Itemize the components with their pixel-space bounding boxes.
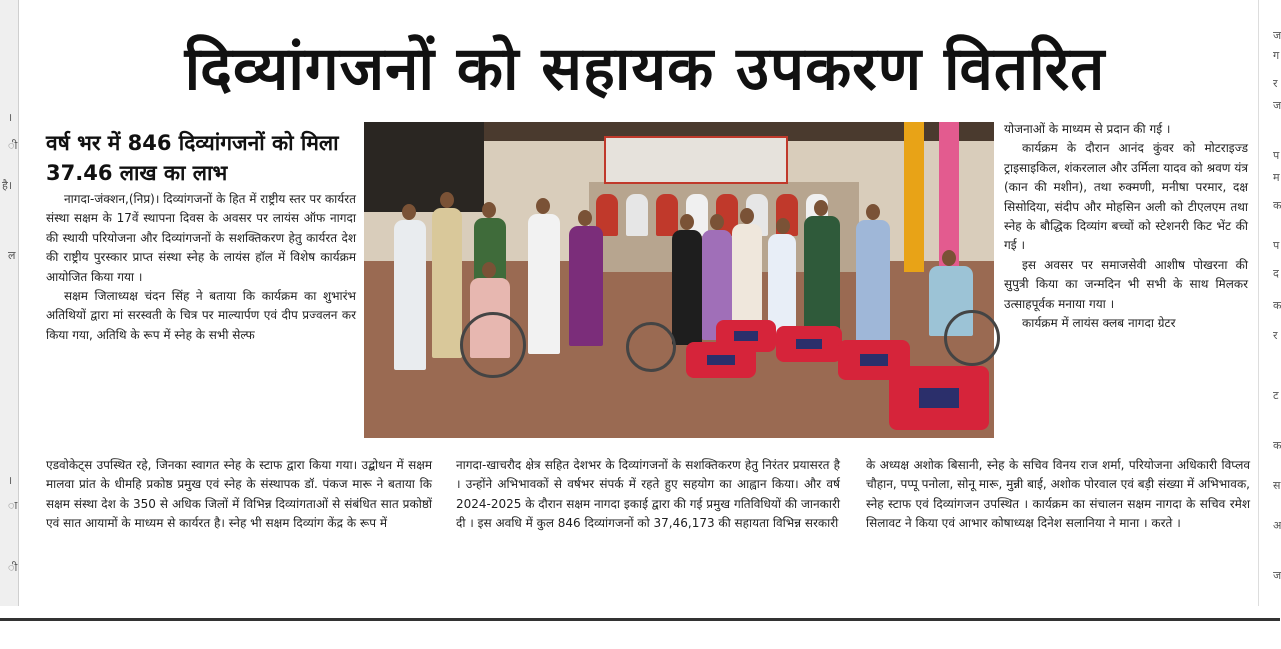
edge-fragment: क — [1273, 299, 1281, 312]
edge-fragment: है। — [2, 179, 13, 192]
edge-fragment: र — [1273, 329, 1278, 342]
paragraph-attendees: के अध्यक्ष अशोक बिसानी, स्नेह के सचिव विनय राज शर्मा, परियोजना अधिकारी विप्लव चौहान, पप्पू पनोला, सोनू मारू, मुन्नी बाई, अशोक पोरवाल एवं बड़ी संख्या में अभिभावक, स्नेह स्टाफ एवं दिव्यांगजन उपस्थित । कार्यक्रम का संचालन सक्षम नागदा के सचिव रमेश सिलावट ने किया एवं आभार कोषाध्यक्ष दिनेश सलानिया ने माना । करते । — [866, 458, 1250, 531]
edge-fragment: स — [1273, 479, 1281, 492]
photo-head — [866, 204, 880, 220]
photo-head — [814, 200, 828, 216]
edge-fragment: क — [1273, 439, 1281, 452]
edge-fragment: म — [1273, 171, 1280, 184]
article-column-4 — [866, 456, 1250, 596]
edge-fragment: र — [1273, 77, 1278, 90]
page-bottom-rule — [0, 618, 1280, 621]
photo-head — [710, 214, 724, 230]
article-column-1-lower — [46, 456, 432, 596]
photo-head — [680, 214, 694, 230]
photo-person — [394, 220, 426, 370]
photo-kit-bag — [889, 366, 989, 430]
photo-person — [432, 208, 462, 358]
subheadline: वर्ष भर में 846 दिव्यांगजनों को मिला 37.46 लाख का लाभ — [46, 131, 339, 185]
photo-head — [402, 204, 416, 220]
adjacent-article-right-edge — [1258, 0, 1281, 606]
edge-fragment: ा — [8, 499, 18, 512]
photo-head — [578, 210, 592, 226]
headline: दिव्यांगजनों को सहायक उपकरण वितरित — [184, 34, 1106, 104]
photo-person — [569, 226, 603, 346]
paragraph-inauguration: सक्षम जिलाध्यक्ष चंदन सिंह ने बताया कि कार्यक्रम का शुभारंभ अतिथियों द्वारा मां सरस्वती के चित्र पर माल्यार्पण एवं दीप प्रज्वलन कर किया गया, अतिथि के रूप में स्नेह के सभी सेल्फ — [46, 289, 356, 342]
photo-tricycle-wheel — [626, 322, 676, 372]
photo-person — [528, 214, 560, 354]
photo-head — [536, 198, 550, 214]
paragraph-efforts: नागदा-खाचरौद क्षेत्र सहित देशभर के दिव्यांगजनों के सशक्तिकरण हेतु निरंतर प्रयासरत है । उन्होंने अभिभावकों से वर्षभर संपर्क में रहते हुए सहयोग का आह्वान किया। और वर्ष 2024-2025 के दौरान सक्षम नागदा इकाई द्वारा की गई प्रमुख गतिविधियों की जानकारी दी । इस अवधि में कुल 846 दिव्यांगजनों को 37,46,173 की सहायता विभिन्न सरकारी — [456, 458, 840, 531]
event-photo — [364, 122, 994, 438]
photo-head — [740, 208, 754, 224]
paragraph-distribution: कार्यक्रम के दौरान आनंद कुंवर को मोटराइज्ड ट्राइसाइकिल, शंकरलाल और उर्मिला यादव को श्रवण यंत्र (कान की मशीन), तथा रुक्मणी, मनीषा परमार, दक्ष सिसोदिया, संदीप और मोहसिन अली को टीएलएम तथा स्नेह के बौद्धिक दिव्यांग बच्चों को स्टेशनरी किट भेंट की गई । — [1004, 141, 1248, 253]
adjacent-article-left-edge — [0, 0, 19, 606]
article-column-2 — [456, 456, 840, 596]
paragraph-schemes: योजनाओं के माध्यम से प्रदान की गई । — [1004, 122, 1171, 136]
edge-fragment: ी — [8, 561, 18, 574]
photo-person — [672, 230, 702, 345]
photo-head — [482, 202, 496, 218]
edge-fragment: ग — [1273, 49, 1280, 62]
photo-dark-doorway — [364, 122, 484, 212]
photo-head — [440, 192, 454, 208]
edge-fragment: ी — [8, 139, 18, 152]
photo-wheelchair-wheel — [944, 310, 1000, 366]
photo-kit-bag — [776, 326, 842, 362]
photo-kit-bag — [716, 320, 776, 352]
edge-fragment: ट — [1273, 389, 1279, 402]
edge-fragment: । — [8, 474, 13, 487]
photo-banner — [604, 136, 788, 184]
edge-fragment: ज — [1273, 569, 1281, 582]
photo-person — [626, 194, 648, 236]
paragraph-address: एडवोकेट्स उपस्थित रहे, जिनका स्वागत स्नेह के स्टाफ द्वारा किया गया। उद्बोधन में सक्षम मालवा प्रांत के धीमहि प्रकोष्ठ प्रमुख एवं स्नेह के संस्थापक डॉ. पंकज मारू ने बताया कि सक्षम संस्था देश के 350 से अधिक जिलों में विभिन्न दिव्यांगताओं से संबंधित सात प्रकोष्ठों एवं सात आयामों के माध्यम से कार्यरत है। स्नेह भी सक्षम दिव्यांग केंद्र के रूप में — [46, 458, 432, 531]
edge-fragment: ज — [1273, 99, 1281, 112]
edge-fragment: ल — [8, 249, 16, 262]
article-column-3 — [1004, 120, 1248, 452]
paragraph-birthday: इस अवसर पर समाजसेवी आशीष पोखरना की सुपुत्री किया का जन्मदिन भी सभी के साथ मिलकर उत्साहपूर्वक मनाया गया । — [1004, 257, 1248, 311]
edge-fragment: । — [8, 111, 13, 124]
photo-head — [776, 218, 790, 234]
edge-fragment: प — [1273, 239, 1280, 252]
photo-person — [856, 220, 890, 345]
paragraph-attendees-start: कार्यक्रम में लायंस क्लब नागदा ग्रेटर — [1022, 316, 1176, 331]
article-column-1-upper — [46, 190, 356, 440]
edge-fragment: द — [1273, 267, 1279, 280]
photo-person — [656, 194, 678, 236]
edge-fragment: क — [1273, 199, 1281, 212]
edge-fragment: प — [1273, 149, 1280, 162]
edge-fragment: अ — [1273, 519, 1281, 532]
photo-garland — [904, 122, 924, 272]
edge-fragment: ज — [1273, 29, 1281, 42]
paragraph-intro: नागदा-जंक्शन,(निप्र)। दिव्यांगजनों के हित में राष्ट्रीय स्तर पर कार्यरत संस्था सक्षम के 17वें स्थापना दिवस के अवसर पर लायंस ऑफ नागदा की स्थायी परियोजना और दिव्यांगजनों के सशक्तिकरण हेतु कार्यरत देश की राष्ट्रीय पुरस्कार प्राप्त संस्था स्नेह के लायंस हॉल में विशेष कार्यक्रम आयोजित किया गया । — [46, 192, 356, 284]
photo-wheelchair-wheel — [460, 312, 526, 378]
photo-head — [482, 262, 496, 278]
photo-head — [942, 250, 956, 266]
